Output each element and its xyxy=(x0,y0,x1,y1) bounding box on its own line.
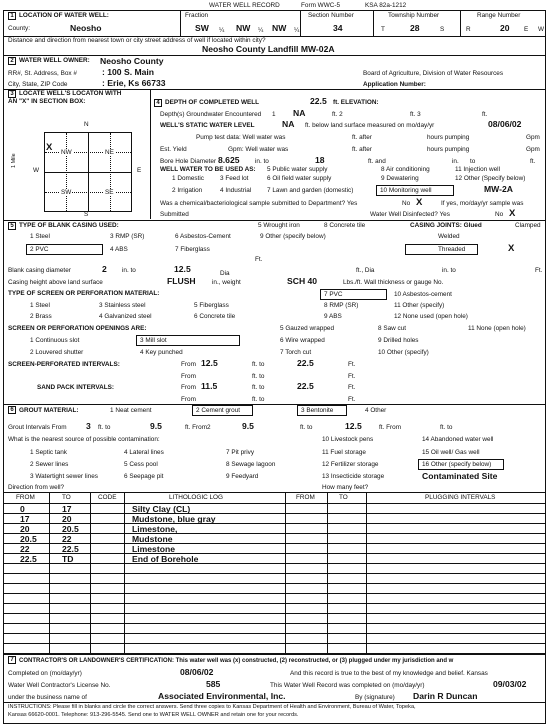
address-value: : 100 S. Main xyxy=(102,67,155,77)
license-label: Water Well Contractor's License No. xyxy=(8,682,111,689)
casing-6[interactable]: 6 Asbestos-Cement xyxy=(175,233,231,240)
log-row-to: 20 xyxy=(62,514,72,524)
range-r: R xyxy=(466,26,471,33)
groundwater-1-value: NA xyxy=(293,108,306,118)
yield-label: Est. Yield xyxy=(160,146,187,153)
fraction-2: NW xyxy=(236,23,251,33)
range-value: 20 xyxy=(500,23,510,33)
screen-8[interactable]: 8 RMP (SR) xyxy=(324,302,359,309)
table-row xyxy=(4,594,545,604)
log-header-from: FROM xyxy=(16,494,35,501)
contam-2[interactable]: 2 Sewer lines xyxy=(30,461,69,468)
city-label: City, State, ZIP Code xyxy=(8,81,68,88)
quadrant-nw: NW xyxy=(61,149,72,156)
section-6-number: 6 xyxy=(8,406,16,414)
depth-value: 22.5 xyxy=(310,96,327,106)
contam-12[interactable]: 12 Fertilizer storage xyxy=(322,461,379,468)
use-5[interactable]: 5 Public water supply xyxy=(267,166,328,173)
yield-ft-after: ft. after xyxy=(352,146,372,153)
grid-line xyxy=(66,133,67,211)
joint-threaded[interactable]: Threaded xyxy=(438,246,466,253)
yield-gpm: Gpm xyxy=(526,146,540,153)
range-e: E xyxy=(524,26,529,33)
grout-2[interactable]: 2 Cement grout xyxy=(196,407,241,414)
form-number: Form WWC-5 xyxy=(301,2,341,9)
use-12[interactable]: 12 Other (Specify below) xyxy=(455,175,526,182)
divider xyxy=(3,702,546,703)
casing-height-value: FLUSH xyxy=(167,276,196,286)
owner-value: Neosho County xyxy=(100,56,164,66)
contam-8[interactable]: 8 Sewage lagoon xyxy=(226,461,276,468)
divider xyxy=(373,10,374,36)
opening-5[interactable]: 5 Gauzed wrapped xyxy=(280,325,335,332)
screen-material-label: TYPE OF SCREEN OR PERFORATION MATERIAL: xyxy=(8,290,160,297)
grout-interval-label: Grout Intervals From xyxy=(8,424,67,431)
range-number-label: Range Number xyxy=(477,12,521,19)
blank-diameter-label: Blank casing diameter xyxy=(8,267,71,274)
log-header-lithologic: LITHOLOGIC LOG xyxy=(169,494,223,501)
elevation-label: ft. ELEVATION: xyxy=(333,99,379,106)
disinfected-label: Water Well Disinfected? Yes xyxy=(370,211,450,218)
section-5-number: 5 xyxy=(8,222,16,230)
divider xyxy=(3,55,546,56)
sand-to-value: 22.5 xyxy=(297,381,314,391)
opening-1[interactable]: 1 Continuous slot xyxy=(30,337,80,344)
joint-threaded-mark: X xyxy=(508,243,515,254)
sand-from-1: From xyxy=(181,384,196,391)
screen-11[interactable]: 11 Other (specify) xyxy=(394,302,445,309)
use-4[interactable]: 4 Industrial xyxy=(220,187,252,194)
spi-ft-2: Ft. xyxy=(348,373,356,380)
casing-3[interactable]: 3 RMP (SR) xyxy=(110,233,145,240)
section-grid[interactable] xyxy=(44,132,132,212)
contam-14[interactable]: 14 Abandoned water well xyxy=(422,436,494,443)
casing-4[interactable]: 4 ABS xyxy=(110,246,128,253)
instructions-line-2: Kansas 66620-0001. Telephone: 913-296-5545. Send one to WATER WELL OWNER and retain one for your records. xyxy=(8,712,299,718)
log-row-lithology: Mudstone, blue gray xyxy=(132,514,216,524)
use-9[interactable]: 9 Dewatering xyxy=(381,175,419,182)
use-11[interactable]: 11 Injection well xyxy=(455,166,500,173)
screen-2[interactable]: 2 Brass xyxy=(30,313,52,320)
casing-height-label: Casing height above land surface xyxy=(8,279,103,286)
opening-9[interactable]: 9 Drilled holes xyxy=(378,337,419,344)
opening-4[interactable]: 4 Key punched xyxy=(140,349,183,356)
blank-dia-label: Dia xyxy=(220,270,230,277)
grout-from-1: 3 xyxy=(86,421,91,431)
contam-13[interactable]: 13 Insecticide storage xyxy=(322,473,385,480)
log-row-to: 17 xyxy=(62,504,72,514)
log-header-plugging: PLUGGING INTERVALS xyxy=(425,494,496,501)
grout-1[interactable]: 1 Neat cement xyxy=(110,407,152,414)
record-completed-label: This Water Well Record was completed on (mo/day/yr) xyxy=(270,682,425,689)
log-header-plug-from: FROM xyxy=(296,494,315,501)
table-row xyxy=(4,534,545,544)
table-row xyxy=(4,624,545,634)
divider xyxy=(300,10,301,36)
contam-6[interactable]: 6 Seepage pit xyxy=(124,473,164,480)
business-value: Associated Environmental, Inc. xyxy=(158,691,286,701)
sand-from-value: 11.5 xyxy=(201,381,218,391)
log-row-lithology: Limestone, xyxy=(132,524,178,534)
quarter-3: ¼ xyxy=(294,27,300,34)
sand-ft-2: Ft. xyxy=(348,396,356,403)
log-row-lithology: Mudstone xyxy=(132,534,173,544)
county-label: County: xyxy=(8,25,31,32)
blank-diameter-value: 2 xyxy=(102,264,107,274)
section-4-number: 4 xyxy=(154,99,162,107)
grout-from-2: 9.5 xyxy=(242,421,254,431)
completed-value: 08/06/02 xyxy=(180,667,214,677)
location-label: LOCATION OF WATER WELL: xyxy=(19,12,109,19)
license-value: 585 xyxy=(206,679,221,689)
contam-3[interactable]: 3 Watertight sewer lines xyxy=(30,473,98,480)
bore-ft: ft. xyxy=(530,158,536,165)
spi-from-2: From xyxy=(181,373,196,380)
joint-clamped[interactable]: Clamped xyxy=(515,222,541,229)
screen-intervals-label: SCREEN-PERFORATED INTERVALS: xyxy=(8,361,120,368)
divider xyxy=(3,654,546,655)
fraction-1: SW xyxy=(195,23,209,33)
divider xyxy=(3,220,546,221)
table-row xyxy=(4,584,545,594)
yield-gpm-label: Gpm: Well water was xyxy=(228,146,289,153)
bore-in: in. xyxy=(452,158,459,165)
quadrant-sw: SW xyxy=(61,189,72,196)
opening-10[interactable]: 10 Other (specify) xyxy=(378,349,429,356)
use-other-value: MW-2A xyxy=(484,184,513,194)
log-row-to: TD xyxy=(62,554,74,564)
section-2-number: 2 xyxy=(8,57,16,65)
bore-to-value: 18 xyxy=(315,155,325,165)
casing-type-label: TYPE OF BLANK CASING USED: xyxy=(19,222,119,229)
spi-to-value: 22.5 xyxy=(297,358,314,368)
divider xyxy=(150,89,151,219)
contamination-label: What is the nearest source of possible contamination: xyxy=(8,436,160,443)
compass-e: E xyxy=(137,167,142,174)
grout-ft-to-3: ft. to xyxy=(440,424,453,431)
blank-ft-end: Ft. xyxy=(535,267,543,274)
log-row-from: 22 xyxy=(20,544,30,554)
grout-ft-to-1: ft. to xyxy=(98,424,111,431)
sand-ft-to-2: ft. to xyxy=(252,396,265,403)
business-label: under the business name of xyxy=(8,694,87,701)
distance-value: Neosho County Landfill MW-02A xyxy=(202,44,335,54)
table-row xyxy=(4,564,545,574)
casing-2[interactable]: 2 PVC xyxy=(30,246,49,253)
log-row-to: 20.5 xyxy=(62,524,79,534)
divider xyxy=(3,492,546,493)
grout-to-label-2: ft. to xyxy=(300,424,313,431)
log-row-lithology: Silty Clay (CL) xyxy=(132,504,191,514)
use-label: WELL WATER TO BE USED AS: xyxy=(160,166,256,173)
contam-1[interactable]: 1 Septic tank xyxy=(30,449,67,456)
log-row-from: 0 xyxy=(20,504,25,514)
table-row xyxy=(4,634,545,644)
blank-in-to-2: in. to xyxy=(442,267,456,274)
groundwater-ft: ft. xyxy=(482,111,488,118)
spi-ft-to-2: ft. to xyxy=(252,373,265,380)
signature-label: By (signature) xyxy=(355,694,395,701)
township-s: S xyxy=(440,26,445,33)
blank-ft-dia-1: ft., Dia xyxy=(356,267,375,274)
log-header-to: TO xyxy=(62,494,71,501)
compass-n: N xyxy=(84,121,89,128)
locate-label-1: LOCATE WELL'S LOCATON WITH xyxy=(19,90,122,97)
screen-6[interactable]: 6 Concrete tile xyxy=(194,313,236,320)
casing-7[interactable]: 7 Fiberglass xyxy=(175,246,210,253)
static-level-text: ft. below land surface measured on mo/day/yr xyxy=(305,122,435,129)
log-row-from: 22.5 xyxy=(20,554,37,564)
column-line xyxy=(49,492,50,654)
city-value: : Erie, Ks 66733 xyxy=(102,78,166,88)
joint-welded[interactable]: Welded xyxy=(438,233,460,240)
yield-hours: hours pumping xyxy=(427,146,470,153)
pump-gpm: Gpm xyxy=(526,134,540,141)
well-location-mark: X xyxy=(46,142,53,153)
bore-in-to: in. to xyxy=(255,158,269,165)
static-level-value: NA xyxy=(282,119,295,129)
use-8[interactable]: 8 Air conditioning xyxy=(381,166,430,173)
table-row xyxy=(4,544,545,554)
column-line xyxy=(327,492,328,654)
divider xyxy=(3,404,546,405)
grout-3[interactable]: 3 Bentonite xyxy=(301,407,334,414)
instructions-line-1: INSTRUCTIONS: Please fill in blanks and circle the correct answers. Send three copies to Kansas Department of Health and Environment, Bureau of Water, Topeka, xyxy=(8,704,416,710)
screen-12[interactable]: 12 None used (open hole) xyxy=(394,313,468,320)
table-row xyxy=(4,524,545,534)
log-row-from: 17 xyxy=(20,514,30,524)
use-1[interactable]: 1 Domestic xyxy=(172,175,204,182)
opening-6[interactable]: 6 Wire wrapped xyxy=(280,337,325,344)
grid-line xyxy=(45,172,131,173)
bore-value: 8.625 xyxy=(218,155,240,165)
opening-11[interactable]: 11 None (open hole) xyxy=(468,325,526,332)
contam-16[interactable]: 16 Other (specify below) xyxy=(422,461,492,468)
log-row-lithology: Limestone xyxy=(132,544,175,554)
grout-to-1: 9.5 xyxy=(150,421,162,431)
groundwater-label: Depth(s) Groundwater Encountered xyxy=(160,111,262,118)
casing-9[interactable]: 9 Other (specify below) xyxy=(260,233,326,240)
chem-no: No xyxy=(402,200,411,207)
use-3[interactable]: 3 Feed lot xyxy=(220,175,249,182)
grid-line xyxy=(45,192,131,193)
bore-to: to xyxy=(470,158,476,165)
grid-line xyxy=(45,152,131,153)
log-row-from: 20 xyxy=(20,524,30,534)
divider xyxy=(460,10,461,36)
casing-8[interactable]: 8 Concrete tile xyxy=(324,222,366,229)
opening-3[interactable]: 3 Mill slot xyxy=(140,337,167,344)
record-true-text: And this record is true to the best of my knowledge and belief. Kansas xyxy=(290,670,488,677)
contam-10[interactable]: 10 Livestock pens xyxy=(322,436,374,443)
table-row xyxy=(4,514,545,524)
section-number-label: Section Number xyxy=(308,12,354,19)
screen-9[interactable]: 9 ABS xyxy=(324,313,342,320)
sand-from-2: From xyxy=(181,396,196,403)
casing-schedule: SCH 40 xyxy=(287,276,318,286)
table-row xyxy=(4,574,545,584)
chem-sample-label: Was a chemical/bacteriological sample submitted to Department? Yes xyxy=(160,200,358,207)
owner-label: WATER WELL OWNER: xyxy=(19,57,90,64)
contam-other-value: Contaminated Site xyxy=(422,471,498,481)
blank-to-value: 12.5 xyxy=(174,264,191,274)
column-line xyxy=(90,492,91,654)
quarter-1: ¼ xyxy=(219,27,225,34)
section-3-number: 3 xyxy=(8,90,16,98)
casing-in-weight: in., weight xyxy=(212,279,241,286)
static-level-label: WELL'S STATIC WATER LEVEL xyxy=(160,122,255,129)
blank-in-to: in. to xyxy=(122,267,136,274)
range-w: W xyxy=(538,26,545,33)
township-number-label: Township Number xyxy=(388,12,440,19)
casing-5[interactable]: 5 Wrought iron xyxy=(258,222,300,229)
grout-ft-from2: ft. From2 xyxy=(185,424,211,431)
bore-ft-and: ft. and xyxy=(368,158,386,165)
casing-1[interactable]: 1 Steel xyxy=(30,233,50,240)
bore-label: Bore Hole Diameter xyxy=(160,158,217,165)
opening-7[interactable]: 7 Torch cut xyxy=(280,349,312,356)
township-t: T xyxy=(381,26,385,33)
column-line xyxy=(285,492,286,654)
contam-9[interactable]: 9 Feedyard xyxy=(226,473,259,480)
spi-from-value: 12.5 xyxy=(201,358,218,368)
table-row xyxy=(4,554,545,564)
screen-5[interactable]: 5 Fiberglass xyxy=(194,302,229,309)
contam-7[interactable]: 7 Pit privy xyxy=(226,449,255,456)
address-label: RR#, St. Address, Box # xyxy=(8,70,77,77)
log-row-lithology: End of Borehole xyxy=(132,554,199,564)
static-level-date: 08/06/02 xyxy=(488,119,522,129)
log-row-to: 22.5 xyxy=(62,544,79,554)
section-7-number: 7 xyxy=(8,656,16,664)
sand-ft-1: Ft. xyxy=(348,384,356,391)
table-row xyxy=(4,644,545,654)
fraction-label: Fraction xyxy=(185,12,209,19)
column-line xyxy=(124,492,125,654)
quarter-2: ¼ xyxy=(258,27,264,34)
ksa-number: KSA 82a-1212 xyxy=(365,2,407,9)
board-label: Board of Agriculture, Division of Water Resources xyxy=(363,70,504,77)
compass-w: W xyxy=(33,167,40,174)
chem-no-mark: X xyxy=(416,197,423,208)
sand-ft-to-1: ft. to xyxy=(252,384,265,391)
casing-joints-label: CASING JOINTS: Glued xyxy=(410,222,482,229)
grout-to-2: 12.5 xyxy=(345,421,362,431)
spi-ft-to-1: ft. to xyxy=(252,361,265,368)
disinfected-no-mark: X xyxy=(509,208,516,219)
quadrant-se: SE xyxy=(105,189,114,196)
certification-text: CONTRACTOR'S OR LANDOWNER'S CERTIFICATION: This water well was (x) constructed, (2) reconstructed, or (3) plugged under my jurisdiction and w xyxy=(19,658,454,664)
use-6[interactable]: 6 Oil field water supply xyxy=(267,175,332,182)
quadrant-ne: NE xyxy=(105,149,114,156)
record-completed-date: 09/03/02 xyxy=(493,679,527,689)
use-2[interactable]: 2 Irrigation xyxy=(172,187,203,194)
pump-test-label: Pump test data: Well water was xyxy=(196,134,286,141)
distance-label: Distance and direction from nearest town or city street address of well if located within city? xyxy=(8,37,266,44)
use-10[interactable]: 10 Monitoring well xyxy=(380,187,432,194)
contam-5[interactable]: 5 Cess pool xyxy=(124,461,158,468)
opening-2[interactable]: 2 Louvered shutter xyxy=(30,349,84,356)
signature-value: Darin R Duncan xyxy=(413,691,478,701)
screen-10[interactable]: 10 Asbestos-cement xyxy=(394,291,452,298)
grout-ft-from-3: ft. From xyxy=(379,424,402,431)
pump-hours: hours pumping xyxy=(427,134,470,141)
grout-label: GROUT MATERIAL: xyxy=(19,407,79,414)
contam-15[interactable]: 15 Oil well/ Gas well xyxy=(422,449,480,456)
grid-line xyxy=(110,133,111,211)
divider xyxy=(180,10,181,36)
fraction-3: NW xyxy=(272,23,287,33)
depth-label: DEPTH OF COMPLETED WELL xyxy=(165,99,260,106)
screen-1[interactable]: 1 Steel xyxy=(30,302,50,309)
casing-ft-label: Ft. xyxy=(255,256,263,263)
table-row xyxy=(4,504,545,514)
log-row-from: 20.5 xyxy=(20,534,37,544)
sand-pack-label: SAND PACK INTERVALS: xyxy=(37,384,115,391)
pump-ft-after: ft. after xyxy=(352,134,372,141)
section-value: 34 xyxy=(333,23,343,33)
openings-label: SCREEN OR PERFORATION OPENINGS ARE: xyxy=(8,325,147,332)
township-value: 28 xyxy=(410,23,420,33)
submitted-label: Submitted xyxy=(160,211,189,218)
compass-s: S xyxy=(84,211,89,218)
application-label: Application Number: xyxy=(363,81,426,88)
spi-from-1: From xyxy=(181,361,196,368)
section-1-number: 1 xyxy=(8,12,16,20)
table-row xyxy=(4,614,545,624)
log-header-code: CODE xyxy=(98,494,117,501)
wall-thickness-label: Lbs./ft. Wall thickness or gauge No. xyxy=(343,279,444,286)
groundwater-2-label: ft. 2 xyxy=(332,111,343,118)
contam-11[interactable]: 11 Fuel storage xyxy=(322,449,366,456)
completed-label: Completed on (mo/day/yr) xyxy=(8,670,82,677)
screen-4[interactable]: 4 Galvanized steel xyxy=(99,313,152,320)
feet-label: How many feet? xyxy=(322,484,369,491)
disinfected-no: No xyxy=(495,211,504,218)
log-row-to: 22 xyxy=(62,534,72,544)
contam-4[interactable]: 4 Lateral lines xyxy=(124,449,164,456)
locate-label-2: AN "X" IN SECTION BOX: xyxy=(8,98,86,105)
county-value: Neosho xyxy=(70,23,102,33)
table-row xyxy=(4,604,545,614)
direction-label: Direction from well? xyxy=(8,484,65,491)
mile-label: 1 Mile xyxy=(11,153,17,168)
spi-ft-1: Ft. xyxy=(348,361,356,368)
screen-3[interactable]: 3 Stainless steel xyxy=(99,302,146,309)
form-title: WATER WELL RECORD xyxy=(209,2,280,9)
use-7[interactable]: 7 Lawn and garden (domestic) xyxy=(267,187,354,194)
chem-if-yes: If yes, mo/day/yr sample was xyxy=(441,200,524,207)
opening-8[interactable]: 8 Saw cut xyxy=(378,325,407,332)
column-line xyxy=(366,492,367,654)
groundwater-1-label: 1 xyxy=(272,111,276,118)
grout-4[interactable]: 4 Other xyxy=(365,407,387,414)
log-header-plug-to: TO xyxy=(339,494,348,501)
screen-7[interactable]: 7 PVC xyxy=(324,291,343,298)
groundwater-3-label: ft. 3 xyxy=(410,111,421,118)
